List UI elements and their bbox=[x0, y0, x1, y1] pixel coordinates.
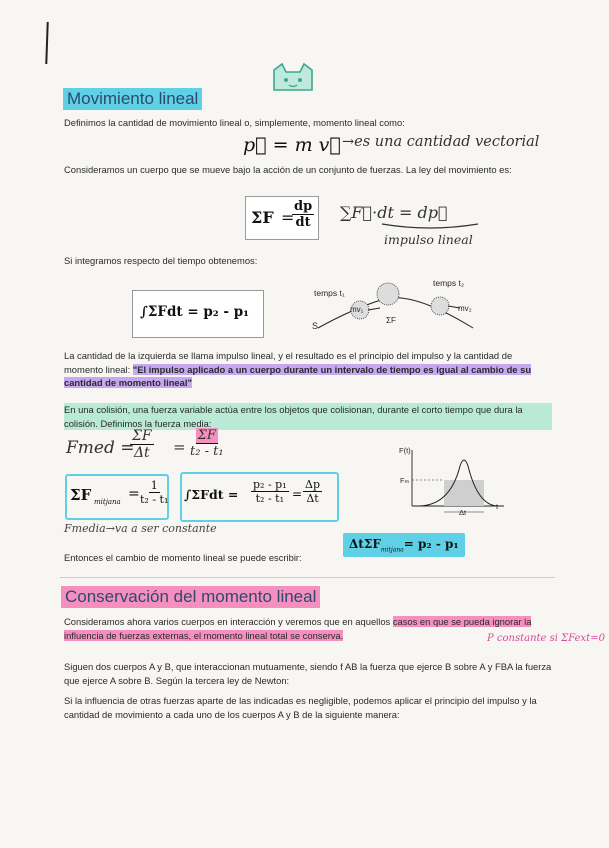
paragraph-integrate: Si integramos respecto del tiempo obtenemos: bbox=[64, 255, 258, 266]
formula-box-int: ∫ΣFdt = bbox=[184, 487, 239, 502]
diagram-mv1: mv₁ bbox=[350, 305, 364, 314]
note-fmed-frac1 bbox=[130, 428, 154, 461]
formula-box-frac3 bbox=[303, 478, 322, 505]
conservation-condition: casos en que se pueda ignorar la influencia de fuerzas externas, el momento lineal total se conserva. bbox=[64, 616, 532, 641]
paragraph-interaction bbox=[64, 615, 534, 642]
section-title-movimiento: Movimiento lineal bbox=[63, 88, 202, 110]
formula-box-sum: ΣF bbox=[70, 486, 92, 504]
formula-box-sub: mitjana bbox=[94, 498, 121, 506]
formula-box-frac3-den: Δt bbox=[306, 492, 319, 505]
force-time-graph bbox=[398, 446, 508, 520]
note-law-handwritten: ∑F⃗·dt = dp⃗ bbox=[340, 203, 448, 222]
formula-final-sub: mitjana bbox=[380, 546, 404, 554]
note-vector-quantity: →es una cantidad vectorial bbox=[342, 134, 540, 150]
note-p-constant: P constante si ΣFext=0 bbox=[487, 633, 605, 644]
note-fmed-eq: = bbox=[173, 438, 186, 456]
paragraph-negligible: Si la influencia de otras fuerzas aparte de las indicadas es negligible, podemos aplicar el principio del impulso y la cantidad de movimiento a cada uno de los cuerpos A y B de la siguiente manera: bbox=[64, 695, 537, 720]
section-title-conservacion: Conservación del momento lineal bbox=[61, 586, 320, 608]
section-divider bbox=[60, 577, 555, 578]
formula-law-sum: ΣF bbox=[251, 208, 274, 227]
diagram-temps2: temps t₂ bbox=[433, 278, 465, 288]
formula-box-frac1-den: t₂ - t₁ bbox=[140, 493, 169, 506]
paragraph-bodies-ab: Siguen dos cuerpos A y B, que interaccionan mutuamente, siendo f AB la fuerza que ejerce B sobre A y FBA la fuerza que ejerce A sobre B. Según la tercera ley de Newton: bbox=[64, 661, 552, 686]
graph-dt: Δt bbox=[459, 508, 467, 517]
formula-box-frac2-den: t₂ - t₁ bbox=[255, 492, 284, 505]
formula-box-frac1 bbox=[138, 479, 170, 506]
paragraph-impulse bbox=[64, 349, 552, 390]
formula-final-rhs: = p₂ - p₁ bbox=[403, 537, 459, 551]
impulse-principle-quote: "El impulso aplicado a un cuerpo durante un intervalo de tiempo es igual al cambio de su cantidad de momento lineal" bbox=[64, 363, 532, 388]
formula-box-eq: = bbox=[128, 486, 140, 502]
paragraph-interaction-text: Consideramos ahora varios cuerpos en interacción y veremos que en aquellos bbox=[64, 616, 393, 627]
paragraph-momentum-change: Entonces el cambio de momento lineal se puede escribir: bbox=[64, 552, 302, 563]
note-fmed-frac2 bbox=[188, 428, 226, 459]
note-fmed-den2: t₂ - t₁ bbox=[190, 444, 224, 459]
formula-final-lhs: ΔtΣF bbox=[349, 537, 381, 551]
paragraph-impulse-text: La cantidad de la izquierda se llama impulso lineal, y el resultado es el principio del impulso y la cantidad de momento lineal: bbox=[64, 350, 513, 375]
paragraph-definition: Definimos la cantidad de movimiento lineal o, simplemente, momento lineal como: bbox=[64, 117, 405, 128]
diagram-temps1: temps t₁ bbox=[314, 288, 345, 298]
diagram-sumf: ΣF bbox=[386, 316, 396, 325]
formula-law-frac bbox=[292, 199, 314, 230]
formula-law-num: dp bbox=[294, 199, 313, 214]
paragraph-collision: En una colisión, una fuerza variable actúa entre los objetos que colisionan, durante el corto tiempo que dura la colisión. Definimos la fuerza media: bbox=[64, 403, 552, 430]
note-fmed-den1: Δt bbox=[133, 445, 150, 461]
note-fmedia-constant: Fmedia→va a ser constante bbox=[64, 522, 217, 535]
formula-box-eq2: = bbox=[292, 487, 303, 501]
note-fmed-num2: ΣF bbox=[197, 428, 216, 443]
formula-law-eq: = bbox=[281, 208, 295, 227]
formula-integral: ∫ΣFdt = p₂ - p₁ bbox=[140, 304, 250, 320]
pen-mark bbox=[45, 22, 48, 64]
graph-xlabel: t bbox=[496, 502, 499, 511]
cat-logo-icon bbox=[268, 60, 318, 96]
note-fmed-num1: ΣF bbox=[132, 428, 152, 444]
formula-box-frac3-num: Δp bbox=[305, 478, 320, 491]
graph-fm: Fₘ bbox=[400, 476, 410, 485]
formula-momentum: p⃗ = m v⃗ bbox=[243, 134, 341, 156]
formula-box-frac2 bbox=[251, 478, 289, 505]
formula-box-frac1-num: 1 bbox=[150, 479, 158, 492]
formula-box-frac2-num: p₂ - p₁ bbox=[253, 478, 287, 491]
note-fmed-lhs: Fmed = bbox=[66, 438, 135, 458]
graph-ylabel: F(t) bbox=[399, 446, 411, 455]
diagram-s: S bbox=[312, 321, 319, 331]
note-impulse-label: impulso lineal bbox=[384, 232, 473, 247]
formula-final bbox=[343, 533, 465, 557]
paragraph-body-forces: Consideramos un cuerpo que se mueve bajo la acción de un conjunto de fuerzas. La ley del movimiento es: bbox=[64, 164, 512, 175]
impulse-bracket-icon bbox=[380, 222, 480, 232]
formula-law-den: dt bbox=[295, 215, 311, 230]
diagram-mv2: mv₂ bbox=[458, 304, 472, 313]
